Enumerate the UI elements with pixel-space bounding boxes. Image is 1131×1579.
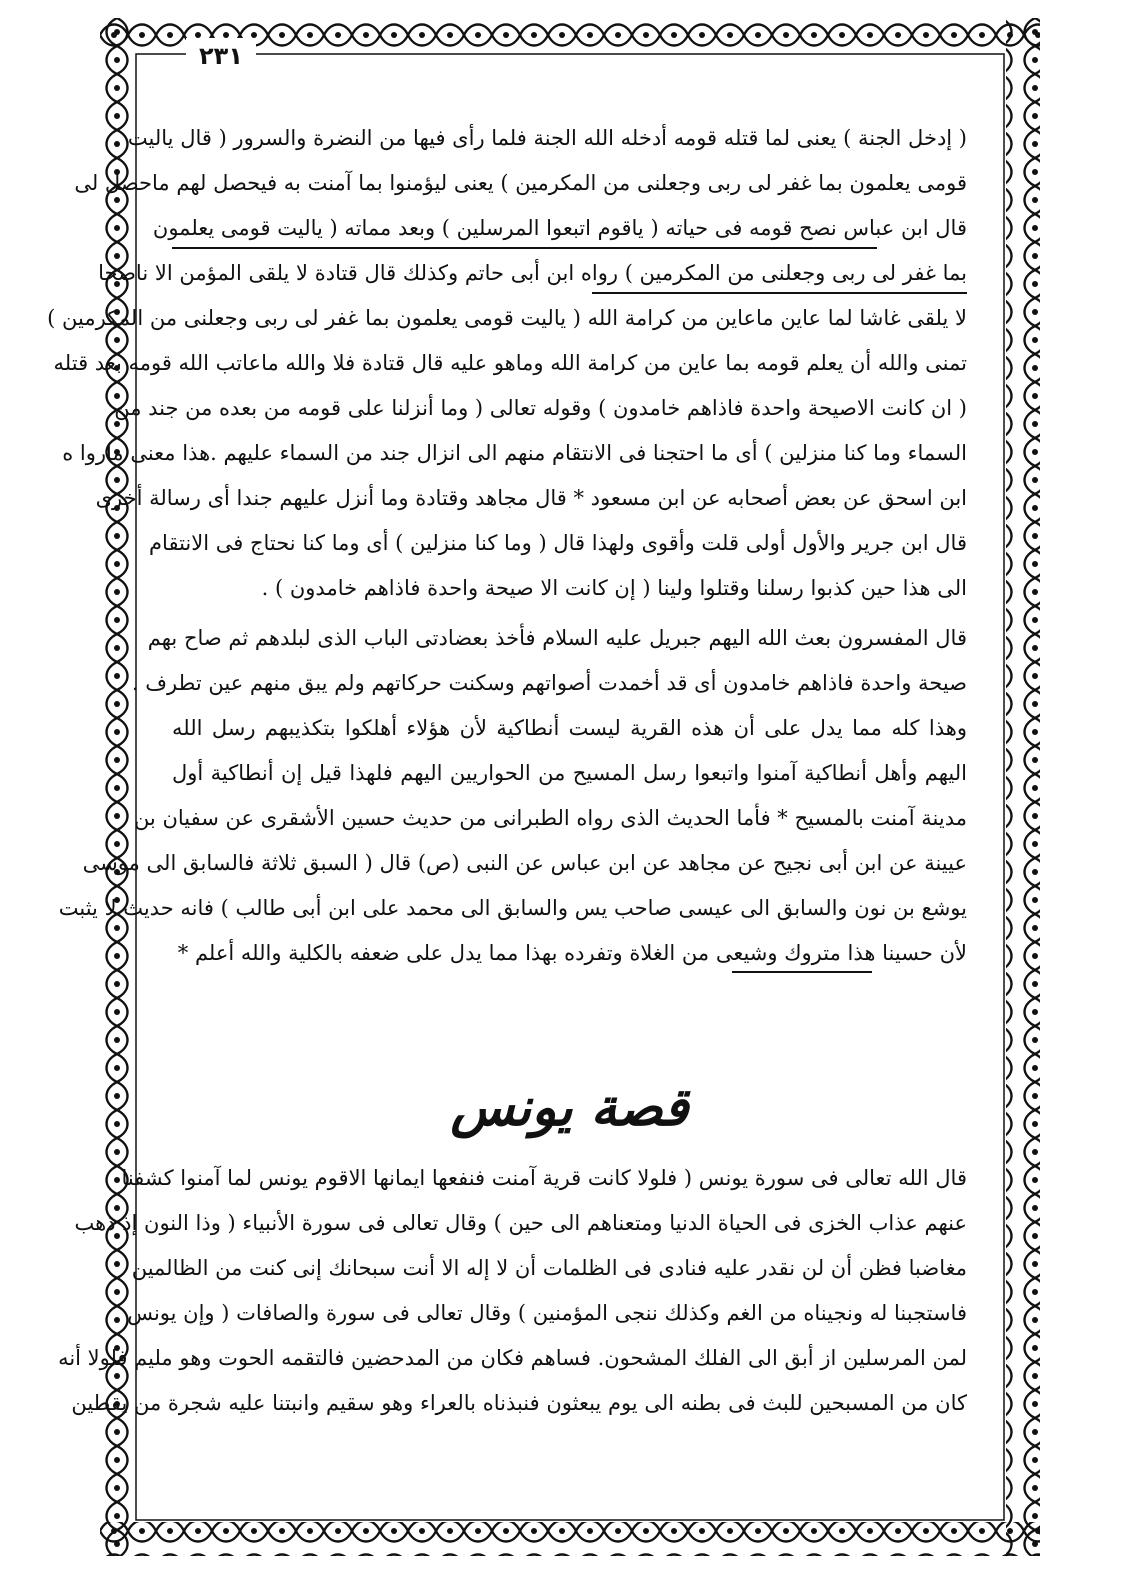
text-line: يوشع بن نون والسابق الى عيسى صاحب يس والسابق الى محمد على ابن أبى طالب ) فانه حديث لا يثبت [58, 896, 967, 920]
text-line: قومى يعلمون بما غفر لى ربى وجعلنى من المكرمين ) يعنى ليؤمنوا بما آمنت به فيحصل لهم ماحصل لى [74, 171, 967, 195]
text-line: قال ابن عباس نصح قومه فى حياته ( ياقوم اتبعوا المرسلين ) وبعد مماته ( ياليت قومى يعلمون [152, 216, 967, 240]
text-line: تمنى والله أن يعلم قومه بما عاين من كرامة الله وماهو عليه قال قتادة فلا والله ماعاتب الله قومه بعد قتله [53, 351, 967, 375]
section-heading: قصة يونس [450, 1077, 689, 1138]
text-line: مغاضبا فظن أن لن نقدر عليه فنادى فى الظلمات أن لا إله الا أنت سبحانك إنى كنت من الظالمين [131, 1256, 967, 1280]
page-body [47, 118, 967, 1448]
text-line: قال الله تعالى فى سورة يونس ( فلولا كانت قرية آمنت فنفعها ايمانها الاقوم يونس لما آمنوا كشفنا [121, 1166, 967, 1190]
text-line: عيينة عن ابن أبى نجيح عن مجاهد عن ابن عباس عن النبى (ص) قال ( السبق ثلاثة فالسابق الى موسى [82, 851, 967, 875]
text-line: اليهم وأهل أنطاكية آمنوا واتبعوا رسل المسيح من الحواريين اليهم فلهذا قيل إن أنطاكية أول [172, 761, 967, 785]
text-line: قال ابن جرير والأول أولى قلت وأقوى ولهذا قال ( وما كنا منزلين ) أى وما كنا نحتاج فى الانتقام [149, 531, 967, 555]
text-line: الى هذا حين كذبوا رسلنا وقتلوا ولينا ( إن كانت الا صيحة واحدة فاذاهم خامدون ) . [261, 576, 967, 600]
text-line: لمن المرسلين از أبق الى الفلك المشحون. فساهم فكان من المدحضين فالتقمه الحوت وهو مليم فلولا أنه [58, 1346, 967, 1370]
text-line: لأن حسينا هذا متروك وشيعى من الغلاة وتفرده بهذا مما يدل على ضعفه بالكلية والله أعلم * [177, 941, 967, 965]
page-number: ٢٣١ [186, 38, 256, 74]
underline [592, 292, 967, 294]
text-line: وهذا كله مما يدل على أن هذه القرية ليست أنطاكية لأن هؤلاء أهلكوا بتكذيبهم رسل الله [172, 716, 967, 740]
text-line: ( ان كانت الاصيحة واحدة فاذاهم خامدون ) وقوله تعالى ( وما أنزلنا على قومه من بعده من جند من [114, 396, 967, 420]
text-line: بما غفر لى ربى وجعلنى من المكرمين ) رواه ابن أبى حاتم وكذلك قال قتادة لا يلقى المؤمن الا ناصحا [98, 261, 967, 285]
text-line: فاستجبنا له ونجيناه من الغم وكذلك ننجى المؤمنين ) وقال تعالى فى سورة والصافات ( وإن يونس [127, 1301, 967, 1325]
text-line: مدينة آمنت بالمسيح * فأما الحديث الذى رواه الطبرانى من حديث حسين الأشقرى عن سفيان بن [133, 806, 967, 830]
text-line: ( إدخل الجنة ) يعنى لما قتله قومه أدخله الله الجنة فلما رأى فيها من النضرة والسرور ( قال ياليت [127, 126, 967, 150]
text-line: كان من المسبحين للبث فى بطنه الى يوم يبعثون فنبذناه بالعراء وهو سقيم وانبتنا عليه شجرة من يقطين [71, 1391, 967, 1415]
underline [172, 247, 877, 249]
text-line: صيحة واحدة فاذاهم خامدون أى قد أخمدت أصواتهم وسكنت حركاتهم ولم يبق منهم عين تطرف . [131, 671, 967, 695]
underline [732, 971, 872, 973]
text-line: قال المفسرون بعث الله اليهم جبريل عليه السلام فأخذ بعضادتى الباب الذى لبلدهم ثم صاح بهم [147, 626, 967, 650]
text-line: لا يلقى غاشا لما عاين ماعاين من كرامة الله ( ياليت قومى يعلمون بما غفر لى ربى وجعلنى من المكرمين ) [47, 306, 967, 330]
text-line: السماء وما كنا منزلين ) أى ما احتجنا فى الانتقام منهم الى انزال جند من السماء عليهم .هذا معنى ماروا ه [62, 441, 967, 465]
ornamental-border [47, 18, 1040, 1556]
text-line: عنهم عذاب الخزى فى الحياة الدنيا ومتعناهم الى حين ) وقال تعالى فى سورة الأنبياء ( وذا النون إذ ذهب [74, 1211, 967, 1235]
text-line: ابن اسحق عن بعض أصحابه عن ابن مسعود * قال مجاهد وقتادة وما أنزل عليهم جندا أى رسالة أخرى [95, 486, 967, 510]
